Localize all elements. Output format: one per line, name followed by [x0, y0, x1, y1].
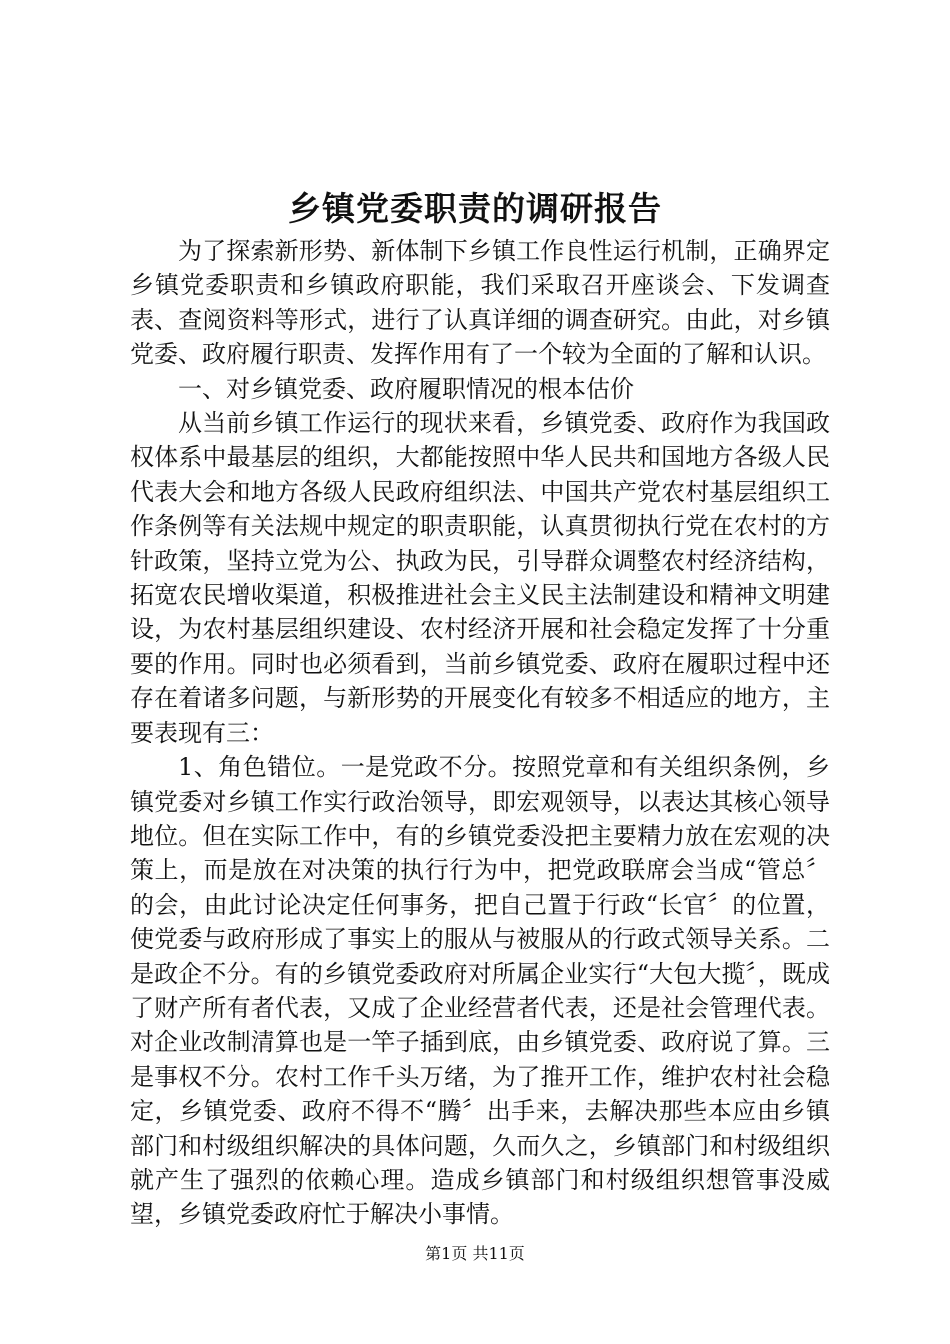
page-footer: 第1页 共11页: [425, 1244, 525, 1263]
intro-paragraph: 为了探索新形势、新体制下乡镇工作良性运行机制，正确界定乡镇党委职责和乡镇政府职能，我们采取召开座谈会、下发调查表、查阅资料等形式，进行了认真详细的调查研究。由此，对乡镇党委、政府履行职责、发挥作用有了一个较为全面的了解和认识。: [130, 237, 830, 369]
document-body: [130, 234, 830, 1232]
section-heading: 一、对乡镇党委、政府履职情况的根本估价: [178, 374, 634, 403]
role-misalignment-paragraph: 1、角色错位。一是党政不分。按照党章和有关组织条例，乡镇党委对乡镇工作实行政治领导，即宏观领导，以表达其核心领导地位。但在实际工作中，有的乡镇党委没把主要精力放在宏观的决策上，而是放在对决策的执行行为中，把党政联席会当成“管总〞的会，由此讨论决定任何事务，把自己置于行政“长官〞的位置，使党委与政府形成了事实上的服从与被服从的行政式领导关系。二是政企不分。有的乡镇党委政府对所属企业实行“大包大揽〞，既成了财产所有者代表，又成了企业经营者代表，还是社会管理代表。对企业改制清算也是一竿子插到底，由乡镇党委、政府说了算。三是事权不分。农村工作千头万绪，为了推开工作，维护农村社会稳定，乡镇党委、政府不得不“腾〞出手来，去解决那些本应由乡镇部门和村级组织解决的具体问题，久而久之，乡镇部门和村级组织就产生了强烈的依赖心理。造成乡镇部门和村级组织想管事没威望，乡镇党委政府忙于解决小事情。: [130, 753, 830, 1229]
document-title: 乡镇党委职责的调研报告: [288, 189, 662, 228]
assessment-paragraph: 从当前乡镇工作运行的现状来看，乡镇党委、政府作为我国政权体系中最基层的组织，大都能按照中华人民共和国地方各级人民代表大会和地方各级人民政府组织法、中国共产党农村基层组织工作条例等有关法规中规定的职责职能，认真贯彻执行党在农村的方针政策，坚持立党为公、执政为民，引导群众调整农村经济结构，拓宽农民增收渠道，积极推进社会主义民主法制建设和精神文明建设，为农村基层组织建设、农村经济开展和社会稳定发挥了十分重要的作用。同时也必须看到，当前乡镇党委、政府在履职过程中还存在着诸多问题，与新形势的开展变化有较多不相适应的地方，主要表现有三：: [130, 409, 830, 747]
